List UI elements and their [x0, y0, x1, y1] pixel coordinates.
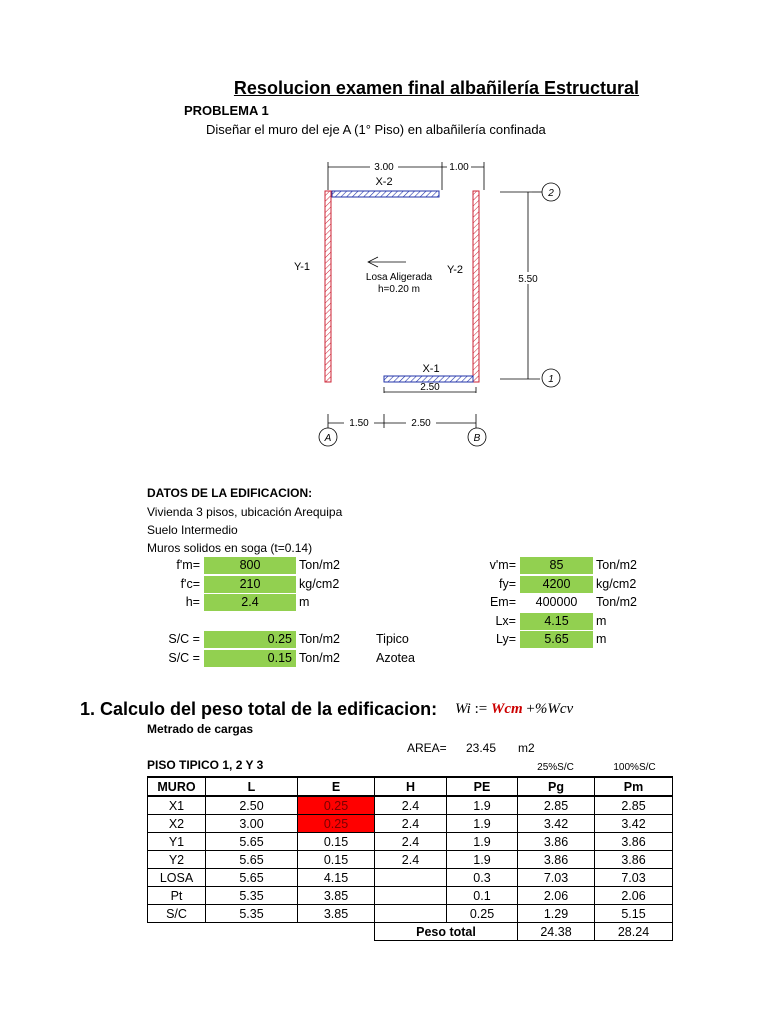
- cell-e: 4.15: [298, 869, 375, 887]
- h-label: h=: [185, 595, 200, 609]
- header-pm: Pm: [595, 777, 673, 796]
- cell-l: 3.00: [206, 815, 298, 833]
- header-e: E: [298, 777, 375, 796]
- cell-pg: 2.85: [518, 796, 595, 815]
- cell-e: 0.15: [298, 833, 375, 851]
- total-pm: 28.24: [595, 923, 673, 941]
- table-row: [148, 905, 673, 923]
- cell-pe: 0.25: [447, 905, 518, 923]
- table-header-row: [148, 777, 673, 796]
- pct100-label: 100%S/C: [613, 762, 656, 773]
- formula-lhs: Wi: [455, 701, 471, 717]
- h-unit: m: [299, 595, 310, 609]
- dim-x1: 2.50: [420, 382, 440, 393]
- sc1-unit: Ton/m2: [299, 632, 340, 646]
- cell-muro: S/C: [148, 905, 206, 923]
- table-row: [148, 796, 673, 815]
- em-label: Em=: [489, 595, 516, 609]
- cell-pg: 3.86: [518, 833, 595, 851]
- em-value: 400000: [535, 595, 578, 609]
- cell-e: 3.85: [298, 905, 375, 923]
- cell-l: 5.65: [206, 851, 298, 869]
- vm-unit: Ton/m2: [596, 558, 637, 572]
- cell-muro: Y2: [148, 851, 206, 869]
- table-row: [148, 815, 673, 833]
- cell-e: 0.25: [298, 796, 375, 815]
- total-pg: 24.38: [518, 923, 595, 941]
- ly-unit: m: [596, 632, 607, 646]
- building-line-3: Muros solidos en soga (t=0.14): [147, 541, 313, 555]
- ly-value: 5.65: [520, 631, 593, 648]
- sc1-note: Tipico: [376, 632, 409, 646]
- document-title: Resolucion examen final albañilería Estructural: [233, 78, 640, 98]
- dim-bottom-left: 1.50: [349, 418, 369, 429]
- fy-unit: kg/cm2: [596, 577, 637, 591]
- cell-l: 5.35: [206, 887, 298, 905]
- cell-l: 2.50: [206, 796, 298, 815]
- dim-bottom-right: 2.50: [411, 418, 431, 429]
- cell-muro: Y1: [148, 833, 206, 851]
- header-h: H: [375, 777, 447, 796]
- cell-h: 2.4: [375, 815, 447, 833]
- cell-muro: Pt: [148, 887, 206, 905]
- section1-sub: Metrado de cargas: [147, 722, 254, 736]
- formula-wcv: Wcv: [547, 701, 574, 717]
- cell-pm: 2.06: [595, 887, 673, 905]
- cell-pe: 1.9: [447, 796, 518, 815]
- lx-unit: m: [596, 614, 607, 628]
- label-y1: Y-1: [293, 261, 311, 273]
- h-value: 2.4: [204, 594, 296, 611]
- fc-value: 210: [204, 576, 296, 593]
- cell-pm: 3.42: [595, 815, 673, 833]
- wall-y2: [473, 191, 479, 382]
- table-row: [148, 869, 673, 887]
- cell-pm: 3.86: [595, 851, 673, 869]
- sc2-value: 0.15: [204, 650, 296, 667]
- ly-label: Ly=: [495, 632, 516, 646]
- cell-pg: 3.86: [518, 851, 595, 869]
- formula-pct: %: [534, 701, 548, 717]
- cell-e: 0.25: [298, 815, 375, 833]
- area-unit: m2: [518, 741, 535, 755]
- area-value: 23.45: [466, 741, 497, 755]
- axis-2-label: 2: [548, 188, 554, 199]
- formula-plus: +: [526, 701, 535, 717]
- cell-pe: 1.9: [447, 851, 518, 869]
- dim-height: 5.50: [518, 274, 538, 285]
- header-l: L: [206, 777, 298, 796]
- building-line-1: Vivienda 3 pisos, ubicación Arequipa: [147, 505, 343, 519]
- cell-pm: 7.03: [595, 869, 673, 887]
- cell-e: 0.15: [298, 851, 375, 869]
- cell-pm: 3.86: [595, 833, 673, 851]
- cell-h: [375, 869, 447, 887]
- fm-label: f'm=: [176, 558, 200, 572]
- load-table: [147, 776, 673, 941]
- cell-pe: 1.9: [447, 815, 518, 833]
- cell-pm: 5.15: [595, 905, 673, 923]
- label-y2: Y-2: [446, 264, 464, 276]
- building-header: DATOS DE LA EDIFICACION:: [147, 486, 313, 500]
- vm-label: v'm=: [489, 558, 516, 572]
- fc-unit: kg/cm2: [299, 577, 340, 591]
- cell-pg: 2.06: [518, 887, 595, 905]
- sc2-label: S/C =: [168, 651, 200, 665]
- header-muro: MURO: [148, 777, 206, 796]
- em-unit: Ton/m2: [596, 595, 637, 609]
- pct25-label: 25%S/C: [537, 762, 574, 773]
- cell-h: 2.4: [375, 851, 447, 869]
- slab-label-line1: Losa Aligerada: [365, 272, 433, 283]
- header-pg: Pg: [518, 777, 595, 796]
- fy-label: fy=: [498, 577, 516, 591]
- table-total-row: [148, 923, 673, 941]
- cell-e: 3.85: [298, 887, 375, 905]
- sc1-label: S/C =: [168, 632, 200, 646]
- area-label: AREA=: [407, 741, 447, 755]
- dim-top-left: 3.00: [374, 162, 394, 173]
- cell-muro: X1: [148, 796, 206, 815]
- label-x2: X-2: [375, 176, 393, 188]
- sc1-value: 0.25: [204, 631, 296, 648]
- weight-formula: [455, 701, 573, 718]
- cell-l: 5.65: [206, 869, 298, 887]
- cell-pg: 1.29: [518, 905, 595, 923]
- header-pe: PE: [447, 777, 518, 796]
- sc2-note: Azotea: [376, 651, 415, 665]
- problem-label: PROBLEMA 1: [184, 103, 269, 118]
- cell-h: 2.4: [375, 796, 447, 815]
- cell-h: [375, 905, 447, 923]
- wall-x2: [332, 191, 439, 197]
- cell-l: 5.65: [206, 833, 298, 851]
- cell-pg: 7.03: [518, 869, 595, 887]
- cell-muro: X2: [148, 815, 206, 833]
- fy-value: 4200: [520, 576, 593, 593]
- fm-value: 800: [204, 557, 296, 574]
- fc-label: f'c=: [180, 577, 200, 591]
- cell-pm: 2.85: [595, 796, 673, 815]
- cell-l: 5.35: [206, 905, 298, 923]
- floor-label: PISO TIPICO 1, 2 Y 3: [147, 758, 264, 772]
- lx-value: 4.15: [520, 613, 593, 630]
- fm-unit: Ton/m2: [299, 558, 340, 572]
- vm-value: 85: [520, 557, 593, 574]
- sc2-unit: Ton/m2: [299, 651, 340, 665]
- cell-pe: 0.3: [447, 869, 518, 887]
- axis-1-label: 1: [548, 374, 554, 385]
- cell-h: 2.4: [375, 833, 447, 851]
- axis-a-label: A: [324, 433, 332, 444]
- table-row: [148, 833, 673, 851]
- dim-top-right: 1.00: [449, 162, 469, 173]
- table-row: [148, 887, 673, 905]
- wall-y1: [325, 191, 331, 382]
- label-x1: X-1: [422, 363, 440, 375]
- total-label: Peso total: [375, 923, 518, 941]
- formula-wcm: Wcm: [490, 701, 523, 717]
- section1-heading: 1. Calculo del peso total de la edificacion:: [80, 699, 438, 719]
- slab-label-line2: h=0.20 m: [378, 284, 420, 295]
- problem-statement: Diseñar el muro del eje A (1° Piso) en albañilería confinada: [206, 122, 546, 137]
- cell-h: [375, 887, 447, 905]
- lx-label: Lx=: [495, 614, 516, 628]
- cell-muro: LOSA: [148, 869, 206, 887]
- floor-plan-drawing: [0, 0, 768, 470]
- axis-b-label: B: [473, 433, 481, 444]
- table-row: [148, 851, 673, 869]
- cell-pg: 3.42: [518, 815, 595, 833]
- cell-pe: 1.9: [447, 833, 518, 851]
- formula-op: :=: [474, 701, 488, 717]
- cell-pe: 0.1: [447, 887, 518, 905]
- building-line-2: Suelo Intermedio: [147, 523, 238, 537]
